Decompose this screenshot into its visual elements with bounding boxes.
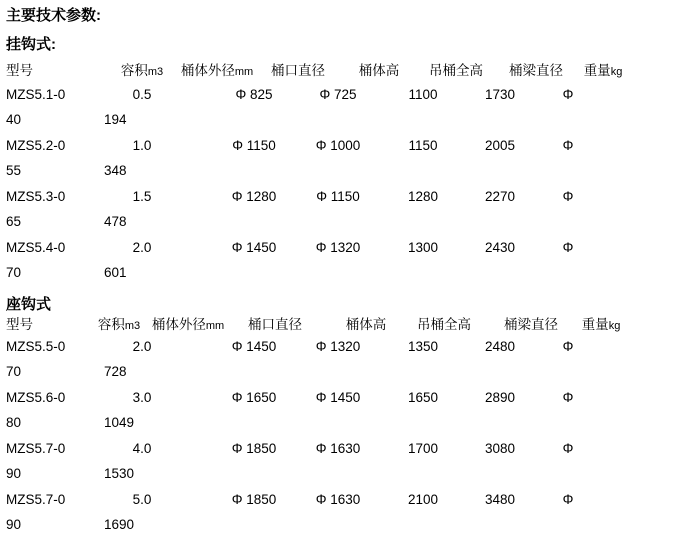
cell-mouth-diameter: Φ 1000 xyxy=(315,138,361,153)
cell-body-height: 2100 xyxy=(407,492,439,507)
cell-continuation-weight: 1530 xyxy=(104,466,135,481)
cell-continuation-weight: 348 xyxy=(104,163,127,178)
table-row xyxy=(0,240,700,265)
cell-model: MZS5.4-0 xyxy=(6,240,66,255)
cell-beam-diameter: Φ xyxy=(562,441,574,456)
table-row-continuation xyxy=(0,112,700,137)
cell-mouth-diameter: Φ 725 xyxy=(319,87,357,102)
cell-continuation-model: 80 xyxy=(6,415,22,430)
table-row xyxy=(0,87,700,112)
column-header-weight xyxy=(572,313,630,333)
column-header-beam-diameter: 桶梁直径 xyxy=(509,63,563,78)
cell-continuation-weight: 601 xyxy=(104,265,127,280)
cell-continuation-model: 55 xyxy=(6,163,22,178)
table-row xyxy=(0,441,700,466)
column-header-body-height: 桶体高 xyxy=(345,317,387,332)
cell-volume: 1.0 xyxy=(132,138,152,153)
cell-volume: 1.5 xyxy=(132,189,152,204)
column-header-outer-diameter-unit: mm xyxy=(205,320,225,332)
cell-body-height: 1300 xyxy=(407,240,439,255)
cell-continuation-model: 90 xyxy=(6,466,22,481)
cell-total-height: 2270 xyxy=(484,189,516,204)
column-header-volume-label: 容积 xyxy=(120,63,148,78)
cell-beam-diameter: Φ xyxy=(562,492,574,507)
column-header-volume xyxy=(112,59,172,79)
cell-beam-diameter: Φ xyxy=(562,87,574,102)
cell-total-height: 2890 xyxy=(484,390,516,405)
column-header-volume xyxy=(88,313,150,333)
cell-body-height: 1280 xyxy=(407,189,439,204)
table-row xyxy=(0,390,700,415)
column-header-weight-label: 重量 xyxy=(581,317,609,332)
cell-model: MZS5.2-0 xyxy=(6,138,66,153)
cell-outer-diameter: Φ 1150 xyxy=(232,138,276,153)
table-row-continuation xyxy=(0,415,700,440)
cell-outer-diameter: Φ 1850 xyxy=(231,441,277,456)
cell-volume: 2.0 xyxy=(132,240,152,255)
table-row xyxy=(0,189,700,214)
column-header-outer-diameter xyxy=(148,313,228,333)
column-header-model: 型号 xyxy=(6,317,33,332)
cell-continuation-model: 70 xyxy=(6,364,22,379)
cell-beam-diameter: Φ xyxy=(562,339,574,354)
cell-continuation-weight: 728 xyxy=(104,364,127,379)
cell-continuation-model: 70 xyxy=(6,265,22,280)
cell-total-height: 3080 xyxy=(484,441,516,456)
cell-continuation-weight: 194 xyxy=(104,112,127,127)
cell-volume: 0.5 xyxy=(132,87,152,102)
column-header-model: 型号 xyxy=(6,63,33,78)
column-header-volume-label: 容积 xyxy=(97,317,125,332)
section-heading-hook-type: 挂钩式: xyxy=(6,36,56,53)
cell-total-height: 2480 xyxy=(484,339,516,354)
cell-mouth-diameter: Φ 1320 xyxy=(315,240,361,255)
cell-volume: 3.0 xyxy=(132,390,152,405)
table-row xyxy=(0,492,700,517)
table-row xyxy=(0,339,700,364)
column-header-weight-unit: kg xyxy=(610,66,623,78)
cell-outer-diameter: Φ 1280 xyxy=(231,189,277,204)
column-header-outer-diameter-label: 桶体外径 xyxy=(180,63,235,78)
table-row xyxy=(0,138,700,163)
cell-body-height: 1100 xyxy=(408,87,438,102)
cell-body-height: 1700 xyxy=(407,441,439,456)
cell-outer-diameter: Φ 1650 xyxy=(231,390,277,405)
cell-continuation-weight: 1690 xyxy=(104,517,135,532)
table-row-continuation xyxy=(0,517,700,542)
cell-beam-diameter: Φ xyxy=(562,138,574,153)
cell-outer-diameter: Φ 1450 xyxy=(231,339,277,354)
cell-body-height: 1650 xyxy=(407,390,439,405)
cell-model: MZS5.7-0 xyxy=(6,441,66,456)
cell-mouth-diameter: Φ 1630 xyxy=(315,441,361,456)
table-row-continuation xyxy=(0,214,700,239)
column-header-total-height: 吊桶全高 xyxy=(429,63,483,78)
cell-mouth-diameter: Φ 1150 xyxy=(316,189,360,204)
cell-model: MZS5.3-0 xyxy=(6,189,66,204)
cell-total-height: 2005 xyxy=(484,138,516,153)
cell-volume: 2.0 xyxy=(132,339,152,354)
table-row-continuation xyxy=(0,466,700,491)
table-row-continuation xyxy=(0,364,700,389)
cell-mouth-diameter: Φ 1450 xyxy=(315,390,361,405)
cell-volume: 4.0 xyxy=(132,441,152,456)
column-header-volume-unit: m3 xyxy=(124,320,141,332)
cell-total-height: 3480 xyxy=(484,492,516,507)
table-header-row-section1 xyxy=(0,59,700,84)
column-header-weight xyxy=(578,59,628,79)
page-title: 主要技术参数: xyxy=(6,7,101,24)
table-row-continuation xyxy=(0,265,700,290)
cell-continuation-weight: 478 xyxy=(104,214,127,229)
cell-model: MZS5.6-0 xyxy=(6,390,66,405)
column-header-total-height: 吊桶全高 xyxy=(417,317,471,332)
column-header-outer-diameter-label: 桶体外径 xyxy=(151,317,206,332)
cell-mouth-diameter: Φ 1630 xyxy=(315,492,361,507)
column-header-body-height: 桶体高 xyxy=(358,63,400,78)
cell-body-height: 1150 xyxy=(408,138,438,153)
cell-continuation-weight: 1049 xyxy=(104,415,135,430)
column-header-mouth-diameter: 桶口直径 xyxy=(248,317,302,332)
column-header-volume-unit: m3 xyxy=(147,66,164,78)
cell-mouth-diameter: Φ 1320 xyxy=(315,339,361,354)
cell-outer-diameter: Φ 1450 xyxy=(231,240,277,255)
column-header-beam-diameter: 桶梁直径 xyxy=(504,317,558,332)
cell-beam-diameter: Φ xyxy=(562,390,574,405)
cell-outer-diameter: Φ 825 xyxy=(235,87,273,102)
table-row-continuation xyxy=(0,163,700,188)
cell-continuation-model: 40 xyxy=(6,112,22,127)
cell-model: MZS5.1-0 xyxy=(6,87,66,102)
cell-model: MZS5.7-0 xyxy=(6,492,66,507)
cell-model: MZS5.5-0 xyxy=(6,339,66,354)
cell-outer-diameter: Φ 1850 xyxy=(231,492,277,507)
column-header-outer-diameter xyxy=(178,59,256,79)
cell-volume: 5.0 xyxy=(132,492,152,507)
cell-total-height: 2430 xyxy=(484,240,516,255)
column-header-outer-diameter-unit: mm xyxy=(234,66,254,78)
cell-total-height: 1730 xyxy=(484,87,516,102)
section-heading-seat-hook-type: 座钩式 xyxy=(6,296,52,313)
column-header-weight-label: 重量 xyxy=(583,63,611,78)
cell-body-height: 1350 xyxy=(407,339,439,354)
cell-beam-diameter: Φ xyxy=(562,240,574,255)
cell-continuation-model: 65 xyxy=(6,214,22,229)
table-header-row-section2 xyxy=(0,313,700,338)
column-header-mouth-diameter: 桶口直径 xyxy=(271,63,325,78)
cell-continuation-model: 90 xyxy=(6,517,22,532)
cell-beam-diameter: Φ xyxy=(562,189,574,204)
column-header-weight-unit: kg xyxy=(608,320,621,332)
